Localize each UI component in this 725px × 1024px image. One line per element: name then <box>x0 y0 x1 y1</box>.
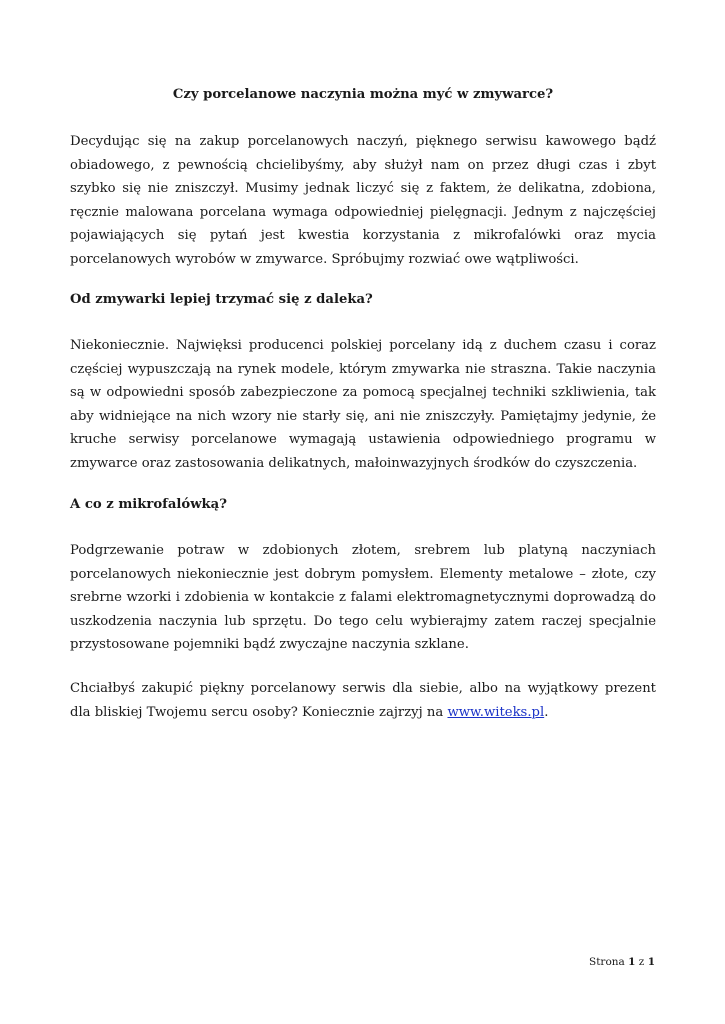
footer-current-page: 1 <box>628 956 636 968</box>
witeks-link[interactable]: www.witeks.pl <box>447 704 545 720</box>
closing-end: . <box>544 704 549 720</box>
closing-text: Chciałbyś zakupić piękny porcelanowy serwis dla siebie, albo na wyjątkowy prezent dla bliskiej Twojemu sercu osoby? Koniecznie zajrzyj na <box>70 681 656 720</box>
footer-of: z <box>638 956 645 968</box>
section-body-microwave: Podgrzewanie potraw w zdobionych złotem, srebrem lub platyną naczyniach porcelanowych niekoniecznie jest dobrym pomysłem. Elementy metalowe – złote, czy srebrne wzorki i zdobienia w kontakcie z falami elektromagnetycznymi doprowadzą do uszkodzenia naczynia lub sprzętu. Do tego celu wybierajmy zatem raczej specjalnie przystosowane pojemniki bądź zwyczajne naczynia szklane. <box>70 543 656 653</box>
page-footer <box>589 955 655 969</box>
document-title: Czy porcelanowe naczynia można myć w zmywarce? <box>172 87 554 102</box>
footer-label: Strona <box>589 956 625 968</box>
section-heading-microwave: A co z mikrofalówką? <box>70 497 227 512</box>
closing-paragraph <box>70 677 656 724</box>
footer-total-pages: 1 <box>647 956 655 968</box>
section-heading-dishwasher: Od zmywarki lepiej trzymać się z daleka? <box>70 292 373 307</box>
section-body-dishwasher: Niekoniecznie. Najwięksi producenci polskiej porcelany idą z duchem czasu i coraz częściej wypuszczają na rynek modele, którym zmywarka nie straszna. Takie naczynia są w odpowiedni sposób zabezpieczone za pomocą specjalnej techniki szkliwienia, tak aby widniejące na nich wzory nie starły się, ani nie zniszczyły. Pamiętajmy jedynie, że kruche serwisy porcelanowe wymagają ustawienia odpowiedniego programu w zmywarce oraz zastosowania delikatnych, małoinwazyjnych środków do czyszczenia. <box>70 338 656 471</box>
intro-paragraph: Decydując się na zakup porcelanowych naczyń, pięknego serwisu kawowego bądź obiadowego, z pewnością chcielibyśmy, aby służył nam on przez długi czas i zbyt szybko się nie zniszczył. Musimy jednak liczyć się z faktem, że delikatna, zdobiona, ręcznie malowana porcelana wymaga odpowiedniej pielęgnacji. Jednym z najczęściej pojawiających się pytań jest kwestia korzystania z mikrofalówki oraz mycia porcelanowych wyrobów w zmywarce. Spróbujmy rozwiać owe wątpliwości. <box>70 134 656 267</box>
